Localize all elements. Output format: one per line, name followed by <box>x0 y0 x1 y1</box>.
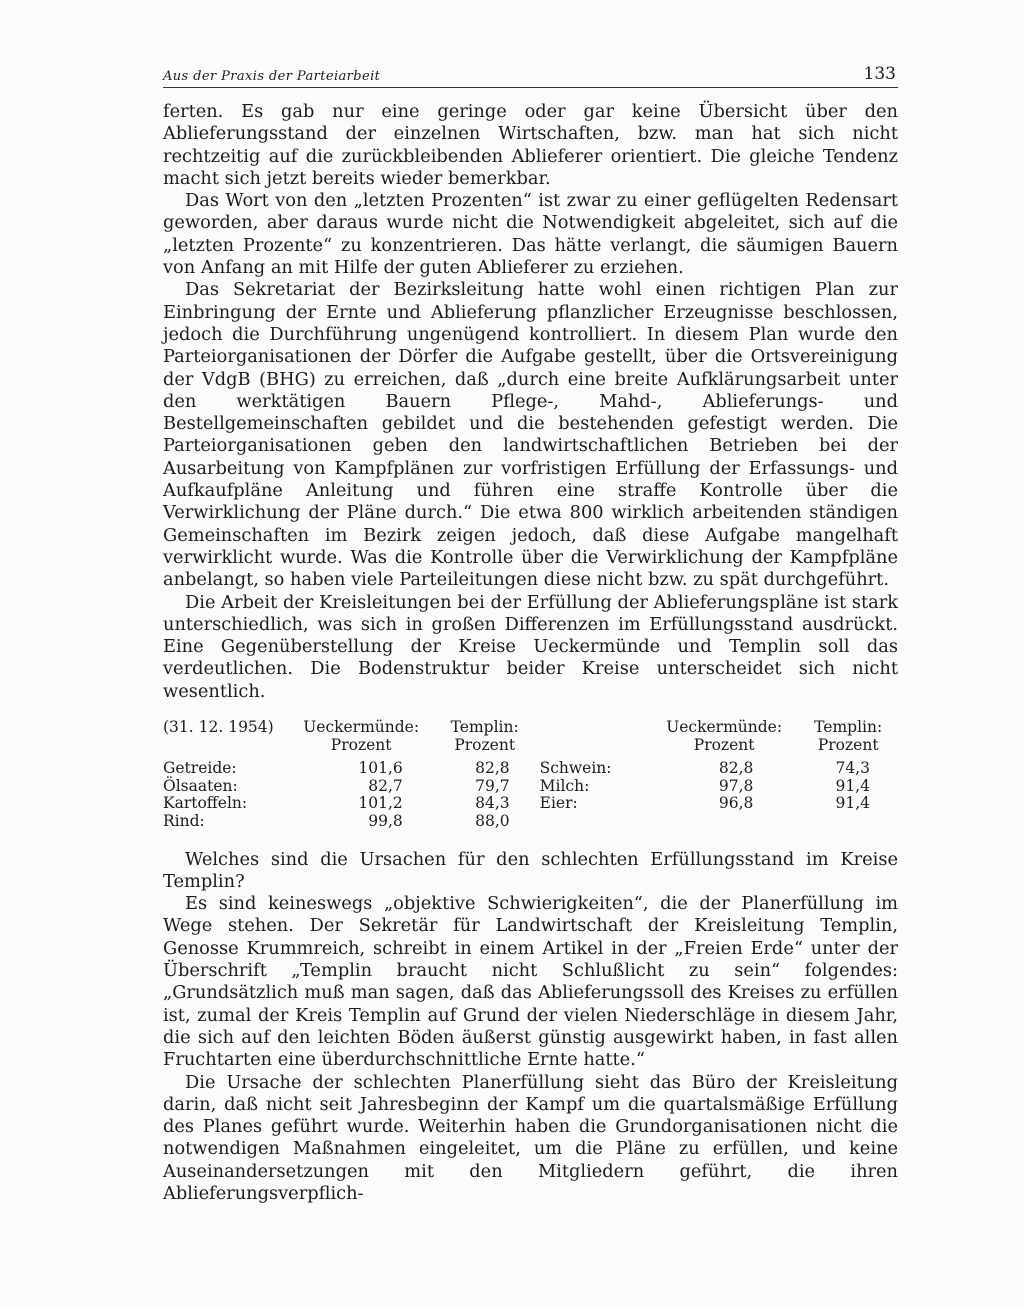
col-header-templin: Templin: <box>450 718 519 737</box>
table-date: (31. 12. 1954) <box>163 718 274 737</box>
table-unit-row <box>163 737 898 755</box>
col-header-ueckermuende-right: Ueckermünde: <box>666 718 783 737</box>
body-text <box>163 101 898 1205</box>
table-row: Kartoffeln: 101,2 84,3 Eier: 96,8 91,4 <box>163 794 870 813</box>
body-text-continued <box>163 849 898 1206</box>
col-header-ueckermuende: Ueckermünde: <box>303 718 420 737</box>
col-header-templin-right: Templin: <box>814 718 883 737</box>
unit-label: Prozent <box>817 735 879 754</box>
unit-label: Prozent <box>693 735 755 754</box>
running-title: Aus der Praxis der Parteiarbeit <box>163 69 381 84</box>
paragraph: Das Sekretariat der Bezirksleitung hatte wohl einen richtigen Plan zur Einbringung der Ernte und Ablieferung pflanzlicher Erzeugnisse beschlossen, jedoch die Durchführung ungenügend kontrolliert. In diesem Plan wurde den Parteiorganisationen der Dörfer die Aufgabe gestellt, über die Ortsvereinigung der VdgB (BHG) zu erreichen, daß „durch eine breite Aufklärungsarbeit unter den werktätigen Bauern Pflege-, Mahd-, Ablieferungs- und Bestellgemeinschaften gebildet und die bestehenden gefestigt werden. Die Parteiorganisationen geben den landwirtschaftlichen Betrieben bei der Ausarbeitung von Kampfplänen zur vorfristigen Erfüllung der Erfassungs- und Aufkaufpläne Anleitung und führen eine straffe Kontrolle über die Verwirklichung der Pläne durch.“ Die etwa 800 wirklich arbeitenden ständigen Gemeinschaften im Bezirk zeigen jedoch, daß diese Aufgabe mangelhaft verwirklicht wurde. Was die Kontrolle über die Verwirklichung der Kampfpläne anbelangt, so haben viele Parteileitungen diese nicht bzw. zu spät durchgeführt. <box>163 279 898 591</box>
table-header-row <box>163 719 898 737</box>
unit-label: Prozent <box>454 735 516 754</box>
unit-label: Prozent <box>330 735 392 754</box>
delivery-comparison-table <box>163 719 898 831</box>
page-number: 133 <box>863 64 896 84</box>
paragraph: Die Ursache der schlechten Planerfüllung sieht das Büro der Kreisleitung darin, daß nicht seit Jahresbeginn der Kampf um die quartalsmäßige Erfüllung des Planes geführt wurde. Weiterhin haben die Grundorganisationen nicht die notwendigen Maßnahmen eingeleitet, um die Pläne zu erfüllen, und keine Auseinandersetzungen mit den Mitgliedern geführt, die ihren Ablieferungsverpflich- <box>163 1071 898 1205</box>
paragraph-continued: ferten. Es gab nur eine geringe oder gar keine Übersicht über den Ablieferungsstand der einzelnen Wirtschaften, bzw. man hat sich nicht rechtzeitig auf die zurückbleibenden Ablieferer orientiert. Die gleiche Tendenz macht sich jetzt bereits wieder bemerkbar. <box>163 101 898 189</box>
paragraph: Das Wort von den „letzten Prozenten“ ist zwar zu einer geflügelten Redensart geworden, aber daraus wurde nicht die Notwendigkeit abgeleitet, sich auf die „letzten Prozente“ zu konzentrieren. Das hätte verlangt, die säumigen Bauern von Anfang an mit Hilfe der guten Ablieferer zu erziehen. <box>163 190 898 279</box>
book-page <box>163 60 898 1205</box>
table-row: Rind: 99,8 88,0 <box>163 811 510 830</box>
paragraph: Es sind keineswegs „objektive Schwierigkeiten“, die der Planerfüllung im Wege stehen. Der Sekretär für Landwirtschaft der Kreisleitung Templin, Genosse Krummreich, schreibt in einem Artikel in der „Freien Erde“ unter der Überschrift „Templin braucht nicht Schlußlicht zu sein“ folgendes: „Grundsätzlich muß man sagen, daß das Ablieferungssoll des Kreises zu erfüllen ist, zumal der Kreis Templin auf Grund der vielen Niederschläge in diesem Jahr, die sich auf den leichten Böden äußerst günstig ausgewirkt haben, in fast allen Fruchtarten eine überdurchschnittliche Ernte hatte.“ <box>163 893 898 1071</box>
paragraph: Welches sind die Ursachen für den schlechten Erfüllungsstand im Kreise Templin? <box>163 848 898 892</box>
table-row: Ölsaaten: 82,7 79,7 Milch: 97,8 91,4 <box>163 776 870 795</box>
table-row: Getreide: 101,6 82,8 Schwein: 82,8 74,3 <box>163 759 870 778</box>
paragraph: Die Arbeit der Kreisleitungen bei der Erfüllung der Ablieferungspläne ist stark unterschiedlich, was sich in großen Differenzen im Erfüllungsstand ausdrückt. Eine Gegenüberstellung der Kreise Ueckermünde und Templin soll das verdeutlichen. Die Bodenstruktur beider Kreise unterscheidet sich nicht wesentlich. <box>163 591 898 702</box>
page-header <box>163 60 898 88</box>
